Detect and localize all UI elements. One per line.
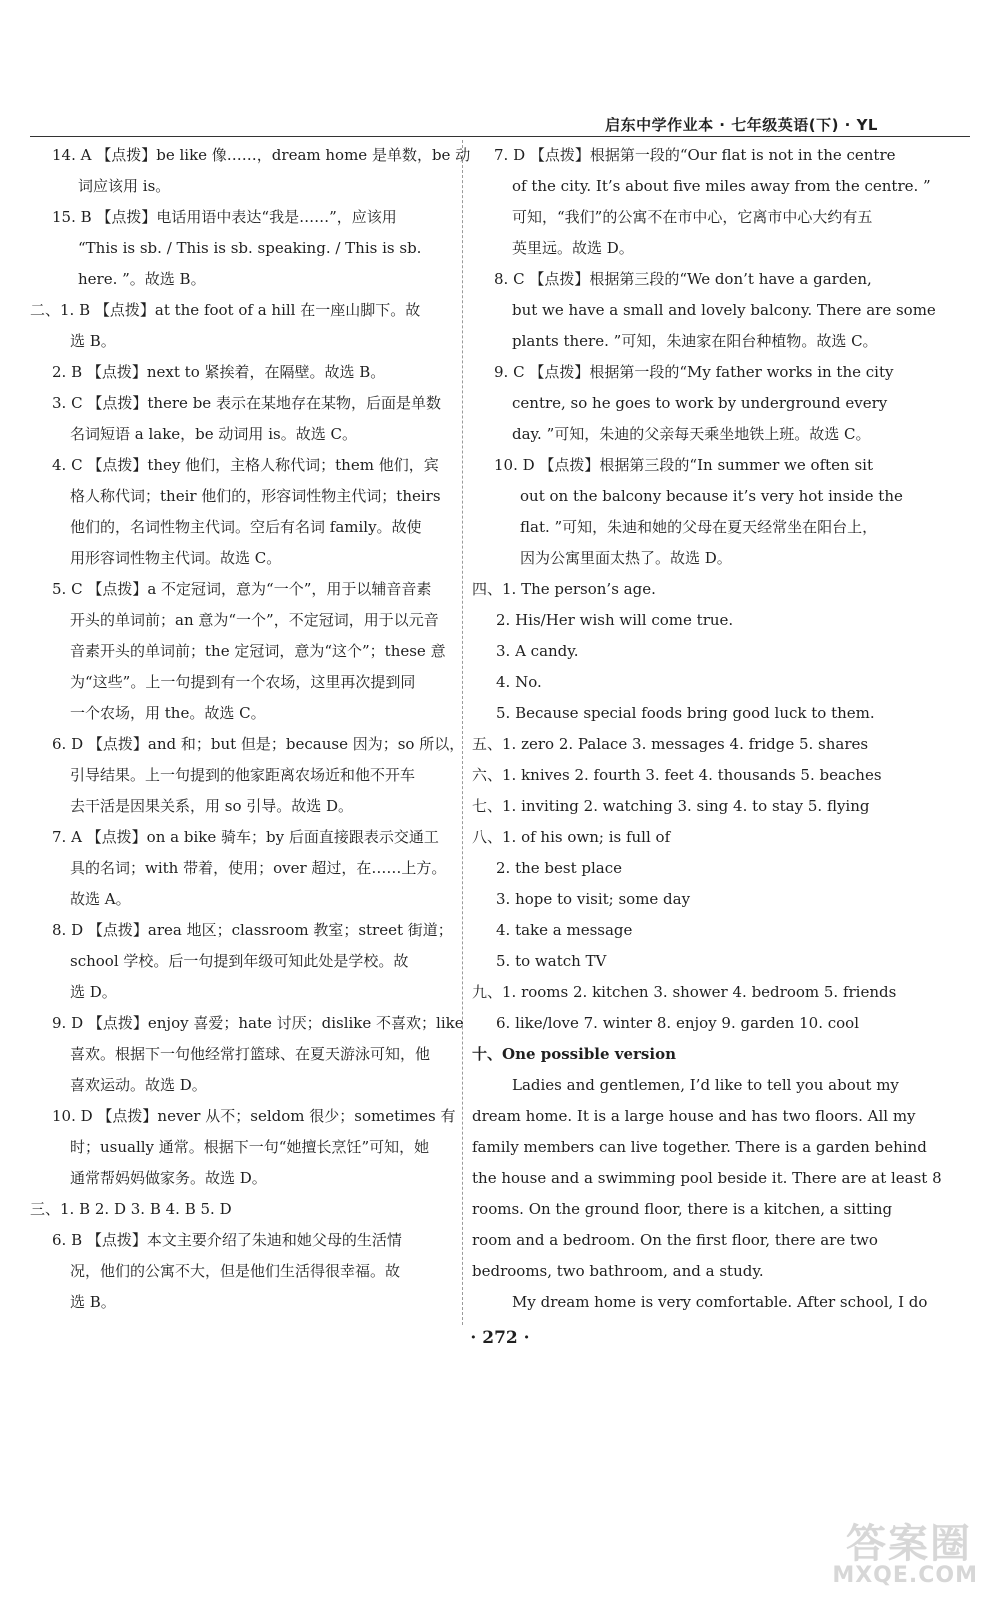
essay-line: family members can live together. There is a garden behind [472, 1138, 927, 1156]
answer-line: 故选 A。 [70, 890, 131, 908]
answer-line: 2. His/Her wish will come true. [496, 611, 734, 629]
answer-line: 4. No. [496, 673, 542, 691]
answer-line: 通常帮妈妈做家务。故选 D。 [70, 1169, 267, 1187]
left-column [30, 140, 471, 1318]
answer-line: centre, so he goes to work by underground every [512, 394, 888, 412]
answer-line: 四、1. The person’s age. [472, 580, 656, 598]
answer-line: 8. D 【点拨】area 地区；classroom 教室；street 街道； [52, 921, 453, 939]
answer-line: 15. B 【点拨】电话用语中表达“我是……”，应该用 [52, 208, 397, 226]
answer-line: 时；usually 通常。根据下一句“她擅长烹饪”可知，她 [70, 1138, 430, 1156]
answer-line: 2. the best place [496, 859, 623, 877]
answer-line: 引导结果。上一句提到的他家距离农场近和他不开车 [70, 766, 416, 784]
answer-line: 名词短语 a lake，be 动词用 is。故选 C。 [70, 425, 357, 443]
essay-line: bedrooms, two bathroom, and a study. [472, 1262, 764, 1280]
page-number: · 272 · [470, 1328, 530, 1348]
answer-line: 二、1. B 【点拨】at the foot of a hill 在一座山脚下。故 [30, 301, 421, 319]
answer-line: 用形容词性物主代词。故选 C。 [70, 549, 282, 567]
answer-line: 14. A 【点拨】be like 像……，dream home 是单数，be 动 [52, 146, 471, 164]
answer-line: but we have a small and lovely balcony. There are some [512, 301, 936, 319]
answer-line: 7. D 【点拨】根据第一段的“Our flat is not in the centre [494, 146, 896, 164]
answer-line: 3. hope to visit; some day [496, 890, 691, 908]
essay-line: My dream home is very comfortable. After school, I do [512, 1293, 928, 1311]
answer-line: 因为公寓里面太热了。故选 D。 [520, 549, 732, 567]
answer-line: 为“这些”。上一句提到有一个农场，这里再次提到同 [70, 673, 416, 691]
essay-line: rooms. On the ground floor, there is a kitchen, a sitting [472, 1200, 893, 1218]
watermark-text: 答案圈 [846, 1521, 972, 1567]
answer-line: 格人称代词；their 他们的，形容词性物主代词；theirs [70, 487, 441, 505]
answer-line: 9. C 【点拨】根据第一段的“My father works in the city [494, 363, 894, 381]
answer-line: 开头的单词前；an 意为“一个”，不定冠词，用于以元音 [70, 611, 439, 629]
answer-line: school 学校。后一句提到年级可知此处是学校。故 [70, 952, 409, 970]
answer-line: of the city. It’s about five miles away from the centre. ” [512, 177, 931, 195]
answer-line: 2. B 【点拨】next to 紧挨着，在隔壁。故选 B。 [52, 363, 386, 381]
answer-line: 音素开头的单词前；the 定冠词，意为“这个”；these 意 [70, 642, 446, 660]
answer-line: 5. to watch TV [496, 952, 607, 970]
answer-line: 一个农场，用 the。故选 C。 [70, 704, 266, 722]
answer-line: 6. like/love 7. winter 8. enjoy 9. garden 10. cool [496, 1014, 859, 1032]
answer-line: 七、1. inviting 2. watching 3. sing 4. to stay 5. flying [472, 797, 870, 815]
answer-line: 10. D 【点拨】根据第三段的“In summer we often sit [494, 456, 873, 474]
essay-line: dream home. It is a large house and has two floors. All my [472, 1107, 916, 1125]
answer-line: 九、1. rooms 2. kitchen 3. shower 4. bedroom 5. friends [472, 983, 897, 1001]
answer-line: 6. D 【点拨】and 和；but 但是；because 因为；so 所以， [52, 735, 465, 753]
answer-line: 英里远。故选 D。 [512, 239, 634, 257]
answer-line: 他们的，名词性物主代词。空后有名词 family。故使 [70, 518, 422, 536]
essay-line: room and a bedroom. On the first floor, there are two [472, 1231, 878, 1249]
answer-line: 选 D。 [70, 983, 117, 1001]
answer-line: 去干活是因果关系，用 so 引导。故选 D。 [70, 797, 354, 815]
answer-line: 5. C 【点拨】a 不定冠词，意为“一个”，用于以辅音音素 [52, 580, 432, 598]
answer-line: 5. Because special foods bring good luck to them. [496, 704, 875, 722]
answer-line: 3. A candy. [496, 642, 579, 660]
section-heading: 十、One possible version [472, 1045, 676, 1063]
answer-line: “This is sb. / This is sb. speaking. / This is sb. [78, 239, 422, 257]
answer-line: 8. C 【点拨】根据第三段的“We don’t have a garden, [494, 270, 872, 288]
answer-line: 词应该用 is。 [78, 177, 171, 195]
answer-line: 选 B。 [70, 1293, 116, 1311]
answer-line: 9. D 【点拨】enjoy 喜爱；hate 讨厌；dislike 不喜欢；like [52, 1014, 464, 1032]
page-header [30, 114, 970, 137]
answer-line: 五、1. zero 2. Palace 3. messages 4. fridge 5. shares [472, 735, 869, 753]
answer-line: 八、1. of his own; is full of [472, 828, 671, 846]
answer-line: 4. take a message [496, 921, 633, 939]
answer-line: 可知，“我们”的公寓不在市中心，它离市中心大约有五 [512, 208, 873, 226]
answer-line: 6. B 【点拨】本文主要介绍了朱迪和她父母的生活情 [52, 1231, 402, 1249]
answer-line: 4. C 【点拨】they 他们，主格人称代词；them 他们，宾 [52, 456, 439, 474]
essay-line: Ladies and gentlemen, I’d like to tell you about my [512, 1076, 899, 1094]
answer-line: 7. A 【点拨】on a bike 骑车；by 后面直接跟表示交通工 [52, 828, 439, 846]
watermark-logo [818, 1512, 978, 1588]
answer-line: 具的名词；with 带着，使用；over 超过，在……上方。 [70, 859, 447, 877]
answer-line: plants there. ”可知，朱迪家在阳台种植物。故选 C。 [512, 332, 878, 350]
answer-line: 10. D 【点拨】never 从不；seldom 很少；sometimes 有 [52, 1107, 456, 1125]
watermark-url: MXQE.COM [832, 1563, 978, 1588]
answer-line: flat. ”可知，朱迪和她的父母在夏天经常坐在阳台上， [520, 518, 878, 536]
answer-line: day. ”可知，朱迪的父亲每天乘坐地铁上班。故选 C。 [512, 425, 871, 443]
right-column [472, 140, 942, 1318]
answer-line: 况，他们的公寓不大，但是他们生活得很幸福。故 [70, 1262, 401, 1280]
answer-line: out on the balcony because it’s very hot inside the [520, 487, 903, 505]
answer-line: 3. C 【点拨】there be 表示在某地存在某物，后面是单数 [52, 394, 441, 412]
answer-line: 选 B。 [70, 332, 116, 350]
answer-line: here. ”。故选 B。 [78, 270, 206, 288]
answer-line: 三、1. B 2. D 3. B 4. B 5. D [30, 1200, 232, 1218]
answer-line: 喜欢。根据下一句他经常打篮球、在夏天游泳可知，他 [70, 1045, 431, 1063]
answer-line: 六、1. knives 2. fourth 3. feet 4. thousands 5. beaches [472, 766, 882, 784]
essay-line: the house and a swimming pool beside it. There are at least 8 [472, 1169, 942, 1187]
header-title: 启东中学作业本 · 七年级英语(下) · YL [605, 116, 878, 134]
answer-line: 喜欢运动。故选 D。 [70, 1076, 207, 1094]
